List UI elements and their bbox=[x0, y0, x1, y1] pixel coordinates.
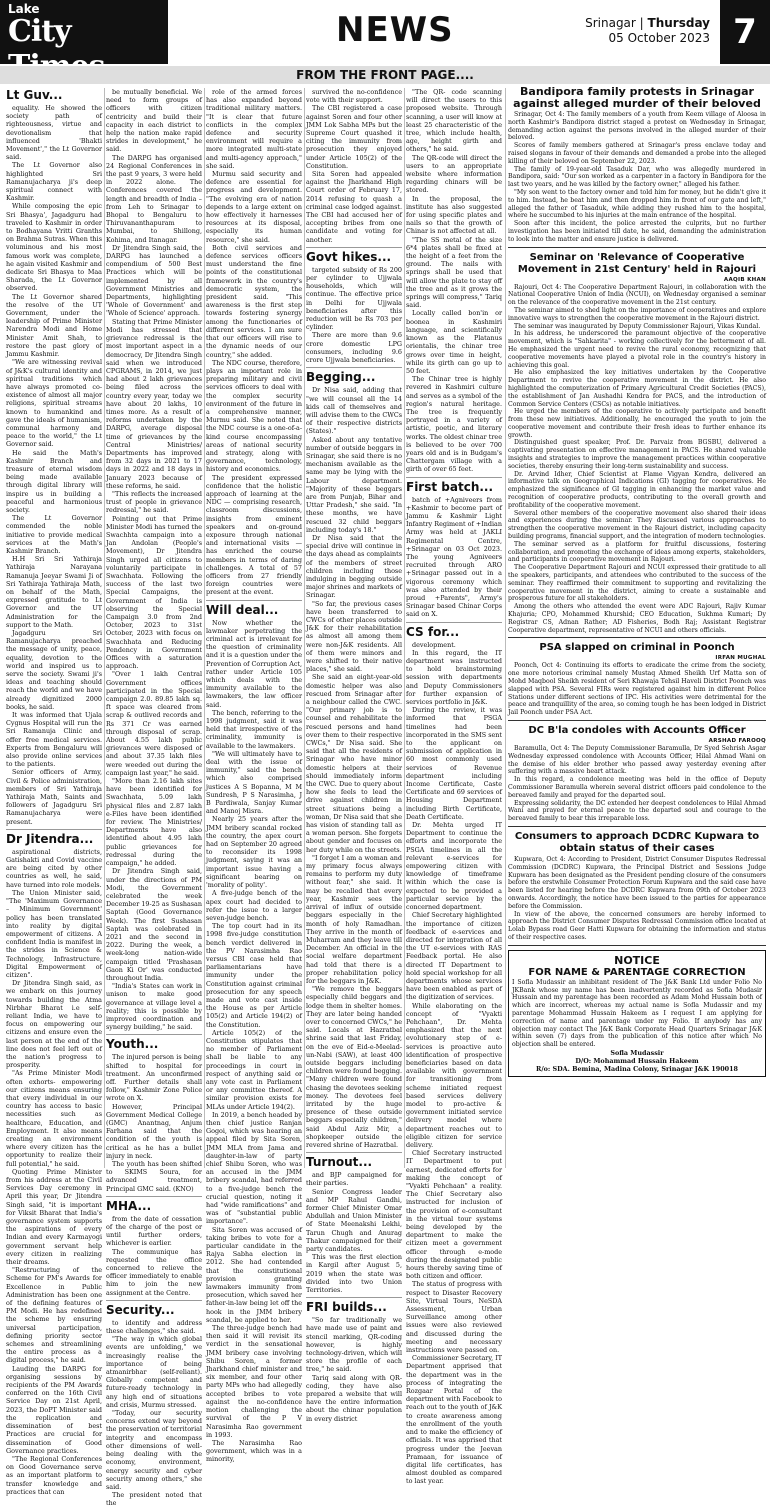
article-paragraph: While elaborating on the concept of "Vyakti Pehchaan", Dr. Mehta emphasized that the next evolutionary step of e-services is proactive auto identification of prospective beneficiaries based on data available with government for transitioning from scheme initiated request based services delivery model to pro-active & government initiated service delivery model where department reaches out to eligible citizen for service delivery. bbox=[406, 1001, 502, 1149]
article-paragraph: Both civil services and defence services officers must understand the fine points of the constitutional framework in the country's democratic system, the president said. "This awareness is the first step towards fostering synergy among the functionaries of different services. I am sure that our officers will rise to the dynamic needs of our country," she added. bbox=[206, 243, 302, 359]
story-paragraph: In his address, he underscored the paramount objective of the cooperative movement, which is "Sahkarita" - working collectively for the betterment of all. He emphasized the urgent need to revive the rural economy, recognizing that cooperative movements have played a pivotal role in the country's history in achieving this goal. bbox=[508, 330, 766, 369]
dateline: Srinagar | Thursday 05 October 2023 bbox=[585, 16, 710, 45]
article-paragraph: The Lt Governor also highlighted Sri Ramanujacharya ji's deep spiritual connect with Kashmir. bbox=[6, 161, 102, 203]
dateline-city: Srinagar bbox=[585, 16, 636, 30]
story-block bbox=[508, 725, 766, 827]
article-paragraph: In the proposal, the institute has also suggested for using specific plates and nails so that the growth of Chinar is not affected at all. bbox=[406, 194, 502, 236]
notice-signature-parentage: D/O: Mohammad Hussain Hakeem bbox=[575, 1056, 699, 1065]
article-paragraph: There are more than 9.6 crore domestic LPG consumers, including 9.6 crore Ujjwala beneficiaries. bbox=[306, 331, 402, 365]
article-paragraph: Nearly 25 years after the JMM bribery scandal rocked the country, the apex court had on September 20 agreed to reconsider its 1998 judgment, saying it was an important issue having a significant bearing on 'morality of polity'. bbox=[206, 815, 302, 890]
notice-signature-address: R/o: SDA. Bemina, Madina Colony, Srinagar J&K 190018 bbox=[536, 1064, 738, 1073]
news-column-1 bbox=[6, 88, 102, 1496]
article-paragraph: The Union Minister said, "The 'Maximum Governance – Minimum Government' policy has been translated into reality by digital empowerment of citizens. A confident India is manifest in the strides in Science & Technology, Infrastructure, Digital Empowerment of citizen". bbox=[6, 888, 102, 979]
article-paragraph: Sita Soren was accused of taking bribes to vote for a particular candidate in the Rajya Sabha election in 2012. She had contended that the constitutional provision granting lawmakers immunity from prosecution, which saved her father-in-law being let off the hook in the JMM bribery scandal, be applied to her. bbox=[206, 1225, 302, 1324]
article-paragraph: "The way in which global events are unfolding," we increasingly realise the importance of being atmanirbhar (self-reliant). Globally competent and future-ready technology in any high end of situations and crisis, Murmu stressed. bbox=[106, 1335, 202, 1409]
article-paragraph: Chief Secretary instructed IT Department to put earnest, dedicated efforts for making the concept of "Vyakti Pehchaan" a reality. The Chief Secretary also instructed for inclusion of the provision of e-consultant in the virtual tour systems being developed by the department to make the citizen meet a government officer through e-mode during the designated public hours thereby saving time of both citizen and officer. bbox=[406, 1149, 502, 1281]
article-paragraph: A five-judge bench of the apex court had decided to refer the issue to a larger seven-judge bench. bbox=[206, 889, 302, 922]
column-divider bbox=[204, 88, 205, 1168]
logo-main-text: City bbox=[8, 14, 71, 49]
article-paragraph: "As Prime Minister Modi often exhorts- empowering our citizens means ensuring that every individual in our country has access to basic necessities such as healthcare, Education, and Employment. It also means creating an environment where every citizen has the opportunity to realize their full potential," he said. bbox=[6, 1069, 102, 1168]
story-paragraph: Distinguished guest speaker, Prof. Dr. Parvaiz from BGSBU, delivered a captivating presentation on effective management in PACS. He shared valuable insights and strategies to improve the management practices within cooperative societies, thereby ensuring their long-term sustainability and success. bbox=[508, 439, 766, 470]
right-news-panel bbox=[508, 86, 766, 1077]
article-paragraph: "So far traditionally we have made use of paint and stencil marking, QR-coding however, is highly technology-driven, which will store the profile of each tree," he said. bbox=[306, 1316, 402, 1374]
article-paragraph: "So far, the previous cases have been transferred to CWCs of other places outside J&K for their rehabilitation as almost all among them were non-J&K residents. All of them were minors and were shifted to their native places," she said. bbox=[306, 599, 402, 674]
article-paragraph: "Today, our security concerns extend way beyond the preservation of territorial integrity and encompass other dimensions of well-being dealing with the economy, environment, energy security and cyber security among others," she said. bbox=[106, 1409, 202, 1491]
section-title: NEWS bbox=[336, 10, 454, 50]
article-paragraph: aspirational districts, Gatishakti and Covid vaccine are being cited by other countries as well, he said, have turned into role models. bbox=[6, 847, 102, 889]
article-paragraph: "This reflects the increased trust of people in grievance redressal," he said. bbox=[106, 489, 202, 515]
article-paragraph: The three-judge bench had then said it will revisit its verdict in the sensational JMM bribery case involving Shibu Soren, a former Jharkhand chief minister and six member, and four other party MPs who had allegedly accepted bribes to vote against the no-confidence motion challenging the survival of the P V Narasimha Rao government in 1993. bbox=[206, 1324, 302, 1439]
article-paragraph: role of the armed forces has also expanded beyond traditional military matters. "It is clear that future conflicts in the complex defence and security environment will require a more integrated multi-state and multi-agency approach," she said. bbox=[206, 88, 302, 170]
article-paragraph: "We will ultimately have to deal with the issue of immunity," said the bench which also comprised justices A S Bopanna, M M Sundresh, P S Narasimha, J B Pardiwala, Sanjay Kumar and Manoj Misra. bbox=[206, 749, 302, 816]
article-paragraph: The youth has been shifted to SKIMS Soura, for advanced treatment, Principal GMC said. (KNO) bbox=[106, 1160, 202, 1193]
article-paragraph: Locally called bon'in or boonea in Kashmiri language, and scientifically known as the Platanus orientalis, the chinar tree grows over time in height, while its girth can go up to 50 feet. bbox=[406, 309, 502, 375]
article-jump-title: Security... bbox=[106, 1300, 202, 1317]
article-paragraph: batch of +Agniveers from +Kashmir to become part of Jammu & Kashmir Light Infantry Regiment of +Indian Army was held at JAKLI Regimental Centre, +Srinagar on 03 Oct 2023. The young Agniveers recruited through ARO +Srinagar passed out in a vigorous ceremony which was also attended by their proud +Parents", Army's Srinagar based Chinar Corps said on X. bbox=[406, 495, 502, 619]
article-paragraph: "Restructuring of the Scheme for PM's Awards for Excellence in Public Administration has been one of the defining features of PM Modi. He has redefined the scheme by ensuring universal participation, defining priority sector schemes and streamlining the entire process as a digital process," he said. bbox=[6, 1266, 102, 1365]
article-jump-title: MHA... bbox=[106, 1196, 202, 1213]
article-paragraph: development. bbox=[412, 640, 456, 649]
story-block bbox=[508, 642, 766, 721]
article-jump-title: Govt hikes... bbox=[306, 247, 402, 264]
article-paragraph: The Chinar tree is highly revered in Kashmiri culture and serves as a symbol of the region's natural heritage. The tree is frequently portrayed in a variety of artistic, poetic, and literary works. The oldest chinar tree is believed to be over 700 years old and is in Budgam's Chattergam village with a girth of over 65 feet. bbox=[406, 375, 502, 474]
article-paragraph: The CBI registered a case against Soren and four other JMM Lok Sabha MPs but the Supreme Court quashed it citing the immunity from prosecution they enjoyed under Article 105(2) of the Constitution. bbox=[306, 104, 402, 170]
story-headline: Seminar on 'Relevance of Cooperative Movement in 21st Century' held in Rajouri bbox=[517, 251, 757, 275]
article-paragraph: The Lt Governor shared the resolve of the UT Government, under the leadership of Prime Minister Narendra Modi and Home Minister Amit Shah, to restore the past glory of Jammu Kashmir. bbox=[6, 292, 102, 359]
dateline-date: 05 October 2023 bbox=[608, 31, 710, 45]
article-paragraph: While composing the epic Sri Bhasya', Jagadguru had traveled to Kashmir in order to Bodhayana Vritti Granths on Brahma Sutras. When this voluminous and his most famous work was complete, he again visited Kashmir and dedicate Sri Bhasya to Maa Sharada, the Lt Governor observed. bbox=[6, 202, 102, 293]
right-stories bbox=[508, 86, 766, 946]
column-divider bbox=[104, 88, 105, 1168]
article-paragraph: Now whether the lawmaker perpetrating the criminal act is irrelevant for the question of criminality and it is a question under the Prevention of Corruption Act, rather under Article 105 which deals with the immunity available to the lawmakers, the law officer said. bbox=[206, 618, 302, 709]
article-paragraph: Senior Congress leader and MP Rahul Gandhi, former Chief Minister Omar Abdullah and Union Minister of State Meenakshi Lekhi, Tarun Chugh and Anurag Thakur campaigned for their party candidates. bbox=[306, 1187, 402, 1254]
story-block bbox=[508, 831, 766, 946]
article-paragraph: Senior officers of Army, Civil & Police administration, members of Sri Yathiraja Yathiraja Math, Saints and followers of Jagadguru Sri Ramanujacharya were present. bbox=[6, 768, 102, 826]
article-paragraph: Commissioner Secretary, IT Department apprised that the department was in the process of integrating the Rozgaar Portal of the department with Facebook to reach out to the youth of J&K to create awareness among the enrollment of the youth and to make the efficiency of officials. It was apprised that progress under the Jeevan Pramaan, for issuance of digital life certificates, has almost doubled as compared to last year. bbox=[406, 1354, 502, 1486]
story-paragraph: Dr. Arvind Idher, Chief Scientist at Flame Vigyan Kendra, delivered an informative talk on Geographical Indications (GI) tagging for cooperatives. He emphasized the significance of GI tagging in enhancing the market value and recognition of cooperative products, contributing to the overall growth and profitability of the cooperative movement. bbox=[508, 470, 766, 509]
story-paragraph: The Cooperative Department Rajouri and NCUI expressed their gratitude to all the speakers, participants, and attendees who contributed to the success of the seminar. They reaffirmed their commitment to supporting and revitalizing the cooperative movement in the district, aiming to create a sustainable and prosperous future for all stakeholders. bbox=[508, 564, 766, 603]
article-jump-title: First batch... bbox=[406, 477, 502, 494]
article-paragraph: Dr. Mehta urged IT Department to continue the efforts and incorporate the PSGA timelines in all the relevant e-services for empowering citizen with knowledge of timeframe within which the case is expected to be provided a particular service by the concerned department. bbox=[406, 821, 502, 912]
dateline-day: Thursday bbox=[647, 16, 710, 30]
article-paragraph: The Narasimha Rao government, which was in a minority, bbox=[206, 1438, 302, 1464]
story-byline: AAQIB KHAN bbox=[723, 276, 766, 283]
newspaper-logo bbox=[0, 0, 168, 64]
notice-body: I Sofla Mudassir an inhibitant resident of The J&K Bank Ltd under Folio No JKBank whose my name has been inadvertently recorded as Sofia Mudasir Hussain and my parentage has been recorded as Adam Mohd Hussain both of which are incorrect, whereas my actual name is Sofla Mudassir and my parentage Mohammad Hussain Hakeem as I request I am applying for correction of name and parentage under my Folio. If anybody has any objection may contact The J&K Bank Corporate Head Quarters Srinagar J&K within seven (7) days from the publication of this notice after which No objection shall be entered. bbox=[512, 978, 762, 1049]
notice-signature-name: Sofla Mudassir bbox=[610, 1048, 664, 1057]
article-paragraph: The Lt Governor commended the noble initiative to provide medical services at the Math's Kashmir Branch. bbox=[6, 514, 102, 555]
logo-top-text: Lake bbox=[8, 2, 40, 16]
story-paragraph: Soon after this incident, the police arrested the culprits, but no further investigation has been initiated till date, he said, demanding the administration to look into the matter and ensure justice is delivered. bbox=[508, 220, 766, 243]
article-paragraph: "The SS metal of the size 6*4 plates shall be fixed at the height of a feet from the ground. The nails with springs shall be used that will allow the plate to stay off the tree and as it grows the springs will compress," Tariq said. bbox=[406, 235, 502, 310]
article-jump-title: FRI builds... bbox=[306, 1297, 402, 1314]
story-paragraph: The seminar was inaugurated by Deputy Commissioner Rajouri, Vikas Kundal. bbox=[514, 322, 761, 330]
story-block bbox=[508, 86, 766, 248]
article-paragraph: be mutually beneficial. We need to form groups of officers with citizen centricity and build their capacity in each district to help the nation make rapid strides in development," he said. bbox=[106, 88, 202, 154]
article-paragraph: The communique has requested the office concerned to relieve the officer immediately to enable him to join the new assignment at the Centre. bbox=[106, 1247, 202, 1297]
story-headline: Consumers to approach DCDRC Kupwara to obtain status of their cases bbox=[514, 830, 760, 854]
article-paragraph: "We remove the beggars especially child beggars and lodge them in shelter homes. They are later being handed over to concerned CWCs," he said. Locals at Hazratbal shrine said that last Friday, on the eve of Eid-e-Meelad-un-Nabi (SAW), at least 400 outside beggars including children were found begging. "Many children were found chasing the devotees seeking money. The devotees feel irritated by the huge presence of these outside beggars especially children," said Abdul Aziz Mir, a shopkeeper outside the revered shrine of Hazratbal. bbox=[306, 985, 402, 1149]
article-paragraph: Asked about any tentative number of outside beggars in Srinagar, she said there is no mechanism available as the same may be lying with the Labour department. "Majority of these beggars are from Punjab, Bihar and Uttar Pradesh," she said. "In these months, we have rescued 32 child beggars including today's 18." bbox=[306, 435, 402, 534]
story-paragraph: Scores of family members gathered at Srinagar's press enclave today and raised slogans in favour of their demands and demanded a probe into the alleged killing of their beloved on September 22, 2023. bbox=[508, 142, 766, 165]
article-jump-title: Will deal... bbox=[206, 600, 302, 617]
masthead bbox=[0, 0, 770, 64]
column-divider bbox=[404, 88, 405, 1168]
article-paragraph: "We are witnessing revival of J&K's cultural identity and spiritual traditions which have always promoted co-existence of almost all major religions, spiritual streams known to humankind and gave the ideals of humanism, communal harmony and peace to the world," the Lt Governor said. bbox=[6, 358, 102, 449]
page-number: 7 bbox=[720, 0, 770, 64]
story-headline: DC B'la condoles with Accounts Officer bbox=[528, 724, 746, 736]
article-paragraph: Stating that Prime Minister Modi has stressed that grievance redressal is the most important aspect in a democracy, Dr Jitendra Singh said when we introduced CPGRAMS, in 2014, we just had about 2 lakh grievances being filed across the country every year, today we have about 20 lakhs, 10 times more. As a result of reforms undertaken by the DARPG, average disposal time of grievances by the Central Ministries/ Departments has improved from 32 days in 2021 to 17 days in 2022 and 18 days in January 2023 because of these reforms, he said. bbox=[106, 317, 202, 490]
story-paragraph: He also emphasized the key initiatives undertaken by the Cooperative Department to revive the cooperative movement in the district. He also highlighted the computerization of Primary Agricultural Credit Societies (PACS), the establishment of Jan Aushadhi Kendra for PACS, and the introduction of Common Service Centers (CSCs) as notable initiatives. bbox=[508, 369, 766, 408]
article-paragraph: Article 105(2) of the Constitution stipulates that no member of Parliament shall be liable to any proceedings in court in respect of anything said or any vote cast in Parliament or any committee thereof. A similar provision exists for MLAs under Article 194(2). bbox=[206, 1028, 302, 1111]
article-paragraph: survived the no-confidence vote with their support. bbox=[306, 88, 402, 105]
article-paragraph: The president expressed confidence that the holistic approach of learning at the NDC — comprising research, classroom discussions, insights from eminent speakers and on-ground exposure through national and international visits — has enriched the course members in terms of daring challenges. A total of 57 officers from 27 friendly foreign countries were present at the event. bbox=[206, 473, 302, 597]
article-paragraph: Jagadguru Sri Ramanujacharya preached the message of unity, peace, equality, devotion to the world and inspired us to serve the society. Swami ji's ideas and teaching should reach the world and we have already dignitized 2000 books, he said. bbox=[6, 629, 102, 711]
article-jump-title: Dr Jitendra... bbox=[6, 829, 102, 846]
story-paragraph: The seminar aimed to shed light on the importance of cooperatives and explore innovative ways to strengthen the cooperative movement in the Rajouri district. bbox=[508, 306, 766, 322]
article-paragraph: Murmu said security and defence are essential for progress and development. "The evolving era of nation depends to a large extent on how effectively it harnesses resources at its disposal, especially its human resource," she said. bbox=[206, 170, 302, 244]
article-paragraph: "More than 2.16 lakh sites have been identified for Swachhata, 5.09 lakh physical files and 2.87 lakh e-Files have been identified for review. The Ministries/ Departments have also identified about 4.95 lakh public grievances for redressal during the campaign," he added. bbox=[106, 777, 202, 868]
news-column-2 bbox=[106, 88, 202, 1508]
article-paragraph: Dr Jitendra Singh said, the DARPG has launched a compendium of 500 Best Practices which will be implemented by all Government Ministries and Departments, highlighting 'Whole of Government' and 'Whole of Science' approach. bbox=[106, 243, 202, 318]
notice-box bbox=[508, 950, 766, 1077]
story-paragraph: Rajouri, Oct 4: The Cooperative Department Rajouri, in collaboration with the National Cooperative Union of India (NCUI), on Wednesday organised a seminar on the relevance of the cooperative movement in the 21st century. bbox=[508, 283, 766, 307]
story-paragraph: Baramulla, Oct 4: The Deputy Commissioner Baramulla, Dr Syed Sehrish Asgar Wednesday expressed condolence with Accounts Officer, Hilal Ahmad Wani on the demise of his elder brother who passed away yesterday evening after suffering with a massive heart attack. bbox=[508, 744, 766, 776]
article-paragraph: "I forget I am a woman and my primary focus always remains to perform my duty without fear," she said. It may be recalled that every year, Kashmir sees the arrival of influx of outside beggars especially in the month of holy Ramadhan. They arrive in the month of Muharram and they leave till December. An official in the social welfare department had told that there is a proper rehabilitation policy for the beggars in J&K. bbox=[306, 853, 402, 985]
article-jump-title: CS for... bbox=[406, 622, 502, 639]
article-paragraph: H.H Sri Sri Yathiraja Yathiraja Narayana Ramanuja Jeeyar Swami Ji of Sri Yathiraja Yathiraja Math, on behalf of the Math, expressed gratitude to Lt Governor and the UT Administration for the support to the Math. bbox=[6, 555, 102, 629]
article-jump-title: Turnout... bbox=[306, 1152, 402, 1169]
article-paragraph: "The Regional Conferences on Good Governance serve as an important platform to transfer knowledge and practices that can bbox=[6, 1454, 102, 1496]
story-paragraph: In view of the above, the concerned consumers are hereby informed to approach the District Consumer Disputes Redressal Commission office located at Lolab Bypass road Geer Hatti Kupwara for obtaining the information and status of their respective cases. bbox=[508, 910, 766, 941]
article-paragraph: The status of progress with respect to Disaster Recovery Site, Virtual Tours, NeSDA Assessment, Urban Surveillance among other issues were also reviewed and discussed during the meeting and necessary instructions were passed on. bbox=[406, 1280, 502, 1355]
story-body bbox=[508, 745, 766, 823]
section-subheader: FROM THE FRONT PAGE.... bbox=[0, 66, 770, 84]
article-paragraph: She said an eight-year-old domestic helper was also rescued from Srinagar after a neighbour called the CWC. "Our primary job is to counsel and rehabilitate the rescued persons and hand over them to their respective CWCs," Dr Nisa said. She said that all the residents of Srinagar who have minor domestic helpers at their should immediately inform the CWC. Due to query about how she feels to lead the drive against children in street situations being a woman, Dr Nisa said that she has vision of standing tall as a woman person. She forgets about gender and focuses on her duty while on the streets. bbox=[306, 673, 402, 854]
story-paragraph: The family of 19-year-old Tasaduk Dar, who was allegedly murdered in Bandipora, said: "Our son worked as a carpenter in a factory in Bandipora for the last two years, and he was killed by the factory owner," alleged his father. bbox=[508, 165, 766, 189]
story-paragraph: Expressing solidarity, the DC extended her deepest condolences to Hilal Ahmad Wani and prayed for eternal peace to the departed soul and courage to the bereaved family to bear this irreparable loss. bbox=[508, 799, 766, 823]
story-body bbox=[508, 662, 766, 717]
story-paragraph: Srinagar, Oct 4: The family members of a youth from Keem village of Aloosa in north Kashmir's Bandipora district staged a protest on Wednesday in Srinagar, demanding action against the persons involved in the alleged murder of their beloved. bbox=[508, 111, 766, 142]
article-paragraph: Dr Jitendra Singh said, under the directions of PM Modi, the Government celebrated the week December 19-25 as Sushasan Saptah (Good Governance Week). The first Sushasan Saptah was celebrated in 2021 and the second in 2022. During the week, a week-long nation-wide campaign titled 'Prashasan Gaon Ki Or' was conducted throughout India. bbox=[106, 867, 202, 982]
article-paragraph: In 2019, a bench headed by then chief justice Ranjan Gogoi, which was hearing an appeal filed by Sita Soren, JMM MLA from Jama and daughter-in-law of party chief Shibu Soren, who was an accused in the JMM bribery scandal, had referred to a five-judge bench the crucial question, noting it had "wide ramifications" and was of "substantial public importance". bbox=[206, 1110, 302, 1226]
story-paragraph: Kupwara, Oct 4: According to President, District Consumer Disputes Redressal Commission (DCDRC) Kupwara, the Principal District and Sessions Judge Kupwara has been designated as the President pending closure of the consumers before the erstwhile Consumer Protection Forum Kupwara and the said case have been listed for hearing before the DCDRC Kupwara from 09th of October 2023 onwards. Accordingly, the notice have been issued to the parties for appearance before the Commission. bbox=[508, 855, 766, 910]
story-paragraph: He urged the members of the cooperative to actively participate and benefit from these new initiatives. Additionally, he encouraged the youth to join the cooperative movement and contribute their fresh ideas to further enhance its growth. bbox=[508, 408, 766, 439]
article-paragraph: "The QR- code scanning will direct the users to this proposed website. Through scanning, a user will know at least 25 characteristic of the tree, which include health, age, height girth and others," he said. bbox=[406, 88, 502, 154]
story-paragraph: The seminar served as a platform for fruitful discussions, fostering collaboration, and promoting the exchange of ideas among experts, stakeholders, and participants in cooperative movement in Rajouri. bbox=[508, 540, 766, 564]
article-paragraph: In this regard, the IT department was instructed to hold brainstorming session with departments and Deputy Commissioners for further expansion of services portfolio in J&K. bbox=[406, 648, 502, 707]
news-column-3 bbox=[206, 88, 302, 1464]
article-paragraph: The QR-code will direct the users to an appropriate website where information regarding chinars will be stored. bbox=[406, 153, 502, 195]
column-divider bbox=[304, 88, 305, 1168]
story-paragraph: Poonch, Oct 4: Continuing its efforts to eradicate the crime from the society, one more notorious criminal namely Mustaq Ahmed Sheikh Urf Matta son of Mohd Maqbool Sheikh resident of Seri Khawaja Tehsil Haveli District Poonch was slapped with PSA. Several FIRs were registered against him in different Police Stations under different sections of IPC. His activities were detrimental for the peace and tranquillity of the area, so coming tough he has been lodged in District Jail Poonch under PSA Act. bbox=[508, 662, 766, 717]
story-paragraph: "My son went to the factory owner and told him for money, but he didn't give it to him. Instead, he beat him and then dropped him in front of our gate and left," alleged the father of Tasaduk, while adding they rushed him to the hospital, where he succumbed to his injuries at the main entrance of the hospital. bbox=[508, 188, 766, 220]
story-paragraph: Among the others who attended the event were ADC Rajouri, Rajiv Kumar Khajuria; CPO, Mohammed Khurshid; CEO Education, Sukhma Kumari; Dy Registrar CS, Adnan Rather; AD Fisheries, Bodh Raj; Assistant Registrar Cooperative department, representative of NCUI and others officials. bbox=[508, 603, 766, 634]
article-paragraph: "Over 1 lakh Central Government offices participated in the Special campaign 2.0. 89.85 lakh sq. ft space was cleared from scrap & outlived records and Rs 371 Cr was earned through disposal of scrap. About 4.55 lakh public grievances were disposed of and about 37.35 lakh files were weeded out during the campaign last year," he said. bbox=[106, 670, 202, 777]
article-paragraph: He said the Math's Kashmir Branch and treasure of eternal wisdom being made available through digital library will inspire us in building a peaceful and harmonious society. bbox=[6, 448, 102, 514]
article-paragraph: Quoting Prime Minister from his address at the Civil Services Day ceremony in April this year, Dr Jitendra Singh said, "it is important for Viksit Bharat that India's governance system supports the aspirations of every Indian and every Karmayogi government servant help every citizen in realizing their dreams. bbox=[6, 1167, 102, 1267]
article-paragraph: and BJP campaigned for their parties. bbox=[306, 1171, 402, 1188]
news-column-5 bbox=[406, 88, 502, 1486]
story-paragraph: Several other members of the cooperative movement also shared their ideas and experiences during the seminar. They discussed various approaches to strengthen the cooperative movement in the Rajouri district, including capacity building programs, financial support, and the integration of modern technologies. bbox=[508, 509, 766, 541]
story-byline: ARSHAD FAROOQ bbox=[708, 737, 766, 744]
article-paragraph: Chief Secretary highlighted the importance of citizen feedback of e-services and directed for integration of all the UT e-services with RAS Feedback portal. He also directed IT Department to hold special workshop for all departments whose services have been enabled as part of the digitization of services. bbox=[406, 911, 502, 1002]
story-body bbox=[508, 111, 766, 244]
story-headline: Bandipora family protests in Srinagar against alleged murder of their beloved bbox=[513, 85, 761, 110]
article-jump-title: Lt Guv... bbox=[6, 88, 63, 102]
article-jump-title: Youth... bbox=[106, 1034, 202, 1051]
article-paragraph: Pointing out that Prime Minister Modi has turned the Swachhta campaign into a Jan Andolan (People's Movement), Dr Jitendra Singh urged all citizens to voluntarily participate in Swachhata. Following the success of the last two Special Campaigns, the Government of India is observing the Special Campaign 3.0 from 2nd October, 2023 to 31st October, 2023 with focus on Swachhata and Reducing Pendency in Government Offices with a saturation approach. bbox=[106, 514, 202, 671]
notice-subtitle: FOR NAME & PARENTAGE CORRECTION bbox=[528, 966, 746, 978]
article-paragraph: The top court had in its 1998 five-judge constitution bench verdict delivered in the PV Narasimha Rao versus CBI case held that parliamentarians have immunity under the Constitution against criminal prosecution for any speech made and vote cast inside the House as per Article 105(2) and Article 194(2) of the Constitution. bbox=[206, 922, 302, 1029]
article-paragraph: However, Principal Government Medical College (GMC) Anantnag, Anjum Farhana said that the condition of the youth is critical as he has a bullet injury in neck. bbox=[106, 1102, 202, 1160]
story-body bbox=[508, 856, 766, 942]
article-paragraph: Dr Jitendra Singh said, as we embark on this journey towards building the Atma Nirbhar Bharat i.e self-reliant India, we have to focus on empowering our citizens and ensure even the last person at the end of the line does not feel left out of the nation's progress to prosperity. bbox=[6, 979, 102, 1070]
article-paragraph: The bench, referring to the 1998 judgment, said it was held that irrespective of the criminality, immunity is available to the lawmakers. bbox=[206, 708, 302, 750]
article-jump-title: Begging... bbox=[306, 367, 402, 384]
article-paragraph: Lauding the DARPG for organising sessions by recipients of the PM Awards conferred on the 16th Civil Service Day on 21st April, 2023, the DoPT Minister said the replication and dissemination of best Practices are crucial for dissemination of Good Governance practices. bbox=[6, 1364, 102, 1455]
story-block bbox=[508, 252, 766, 639]
article-paragraph: The DARPG has organised 24 Regional Conferences in the past 9 years, 3 were held in 2022 alone. The Conferences covered the length and breadth of India – from Leh to Srinagar to Bhopal to Bengaluru to Thiruvananthapuram to Mumbai, to Shillong, Kohima, and Itanagar. bbox=[106, 153, 202, 244]
article-paragraph: It was informed that Ujala Cygnus Hospital will run the Sri Ramanuja Clinic and offer free medical services. Experts from Bengaluru will also provide online services to the patients. bbox=[6, 711, 102, 769]
story-headline: PSA slapped on criminal in Poonch bbox=[539, 642, 735, 654]
article-paragraph: This was the first election in Kargil after August 5, 2019 when the state was divided into two Union Territories. bbox=[306, 1253, 402, 1295]
notice-title: NOTICE bbox=[614, 953, 660, 967]
article-paragraph: Dr Nisa said that the special drive will continue in the days ahead as complaints of the members of street children including those indulging in begging outside major shrines and markets of Srinagar. bbox=[306, 533, 402, 600]
article-paragraph: The president noted that the bbox=[106, 1491, 202, 1508]
column-divider bbox=[505, 88, 506, 1168]
article-paragraph: The injured person is being shifted to hospital for treatment. An unconfirmed off. Further details shall follow," Kashmir Zone Police wrote on X. bbox=[106, 1053, 202, 1103]
news-column-4 bbox=[306, 88, 402, 1423]
article-paragraph: equality. He showed the society path of righteousness, virtue and devotionalism that influenced 'Bhakti Movement'," the Lt Governor said. bbox=[6, 104, 102, 162]
story-byline: IRFAN MUGHAL bbox=[715, 655, 766, 662]
article-paragraph: from the date of cessation of the charge of the post or until further orders, whichever is earlier. bbox=[106, 1214, 202, 1248]
article-paragraph: Tariq said along with QR-coding, they have also prepared a website that will have the entire information about the chinar population in every district bbox=[306, 1373, 402, 1423]
article-paragraph: During the review, it was informed that PSGA timelines had been incorporated in the SMS sent to the applicant on submission of application in 60 most commonly used services of Revenue department including Income Certificate, Caste Certificate and 69 services of Housing Department including Birth Certificate, Death Certificate. bbox=[406, 706, 502, 821]
article-paragraph: to identify and address these challenges," she said. bbox=[106, 1318, 202, 1336]
story-paragraph: In this regard, a condolence meeting was held in the office of Deputy Commissioner Baramulla wherein several district officers paid condolence to the bereaved family and prayed for the departed soul. bbox=[508, 776, 766, 799]
article-paragraph: Sita Soren had appealed against the Jharkhand High Court order of February 17, 2014 refusing to quash a criminal case lodged against. The CBI had accused her of accepting bribes from one candidate and voting for another. bbox=[306, 170, 402, 244]
article-paragraph: Dr Nisa said, adding that "we will counsel all the 14 kids call of themselves and will advise them to the CWCs of their respective districts (States)." bbox=[306, 386, 402, 436]
story-body bbox=[508, 284, 766, 635]
article-paragraph: The NDC course, therefore, plays an important role in preparing military and civil services officers to deal with the complex security environment of the future in a comprehensive manner, Murmu said. She noted that the NDC course is a one-of-a-kind course encompassing areas of national security and strategy, along with governance, technology, history and economics. bbox=[206, 358, 302, 474]
article-paragraph: targeted subsidy of Rs 200 per cylinder to Ujjwala households, which will continue. The effective price in Delhi for Ujjwala beneficiaries after this reduction will be Rs 703 per cylinder. bbox=[306, 265, 402, 332]
article-paragraph: "India's States can work in unison to make good governance at village level a reality; this is possible by improved coordination and synergy building," he said. bbox=[106, 982, 202, 1032]
